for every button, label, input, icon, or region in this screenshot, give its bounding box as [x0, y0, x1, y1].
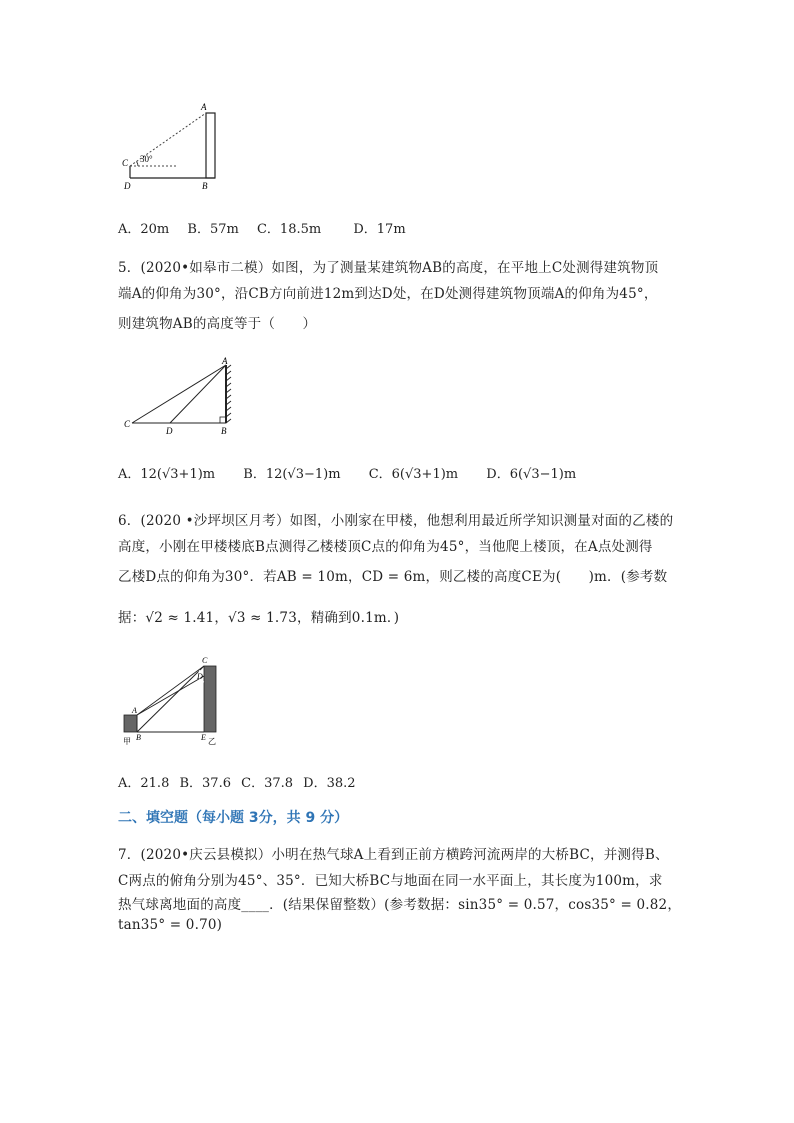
line-ac [137, 666, 204, 715]
q5-option-b: B．12(√3−1)m [243, 467, 341, 482]
q6-line-2: 高度，小刚在甲楼楼底B点测得乙楼楼顶C点的仰角为45°，当他爬上楼顶，在A点处测得 [118, 539, 653, 555]
q5-option-d: D．6(√3−1)m [486, 467, 577, 482]
figure-q4 [118, 100, 238, 192]
building-ab [206, 113, 215, 178]
q5-line-1: 5．(2020•如皋市二模）如图，为了测量某建筑物AB的高度，在平地上C处测得建筑物顶 [118, 260, 659, 276]
q4-options [118, 218, 420, 237]
label-b: B [136, 733, 141, 742]
q4-option-a: A．20m [118, 222, 170, 237]
label-c: C [124, 419, 131, 429]
q5-line-2: 端A的仰角为30°，沿CB方向前进12m到达D处，在D处测得建筑物顶端A的仰角为45°， [118, 286, 658, 302]
line-ad [137, 676, 204, 715]
label-d: D [166, 426, 173, 436]
figure-q5 [118, 355, 248, 437]
q4-option-b: B．57m [187, 222, 239, 237]
q4-option-c: C．18.5m [256, 222, 322, 237]
label-a: A [222, 356, 228, 366]
label-c: C [122, 158, 129, 168]
q7-line-1: 7．(2020•庆云县模拟）小明在热气球A上看到正前方横跨河流两岸的大桥BC，并测得B、 [118, 847, 669, 863]
q5-option-a: A．12(√3+1)m [118, 467, 216, 482]
label-b: B [202, 181, 208, 191]
q7-line-2: C两点的俯角分别为45°、35°．已知大桥BC与地面在同一水平面上，其长度为100m，求 [118, 873, 663, 889]
q5-options [118, 463, 590, 482]
q6-option-b: B．37.6 [179, 776, 231, 791]
label-yi: 乙 [208, 737, 216, 746]
figure-q6 [118, 652, 228, 750]
label-a: A [132, 706, 137, 715]
building-yi [204, 666, 216, 732]
label-d: D [124, 181, 131, 191]
label-e: E [201, 733, 206, 742]
q6-option-a: A．21.8 [118, 776, 170, 791]
q7-line-4: tan35° = 0.70) [118, 917, 223, 933]
angle-arc [137, 162, 139, 167]
q6-line-3: 乙楼D点的仰角为30°．若AB = 10m，CD = 6m，则乙楼的高度CE为( )m．(参考数 [118, 569, 668, 585]
q6-line-4: 据：√2 ≈ 1.41，√3 ≈ 1.73，精确到0.1m．) [118, 610, 400, 626]
q5-option-c: C．6(√3+1)m [368, 467, 459, 482]
q4-option-d: D．17m [353, 222, 406, 237]
q6-line-1: 6．(2020 •沙坪坝区月考）如图，小刚家在甲楼，他想利用最近所学知识测量对面的乙楼的 [118, 513, 674, 529]
q6-option-d: D．38.2 [303, 776, 356, 791]
label-c: C [202, 656, 208, 665]
q6-option-c: C．37.8 [241, 776, 294, 791]
q5-line-3: 则建筑物AB的高度等于（ ） [118, 316, 317, 332]
angle-label: 30° [140, 154, 153, 164]
line-bc [137, 666, 204, 732]
label-b: B [221, 426, 227, 436]
label-a: A [201, 102, 207, 112]
label-d: D [197, 672, 203, 681]
building-jia [124, 715, 137, 732]
label-jia: 甲 [123, 737, 131, 746]
section-heading: 二、填空题（每小题 3分，共 9 分） [118, 810, 349, 826]
q6-options [118, 772, 370, 791]
q7-line-3: 热气球离地面的高度____．(结果保留整数）(参考数据：sin35° = 0.57，cos35° = 0.82， [118, 897, 682, 913]
